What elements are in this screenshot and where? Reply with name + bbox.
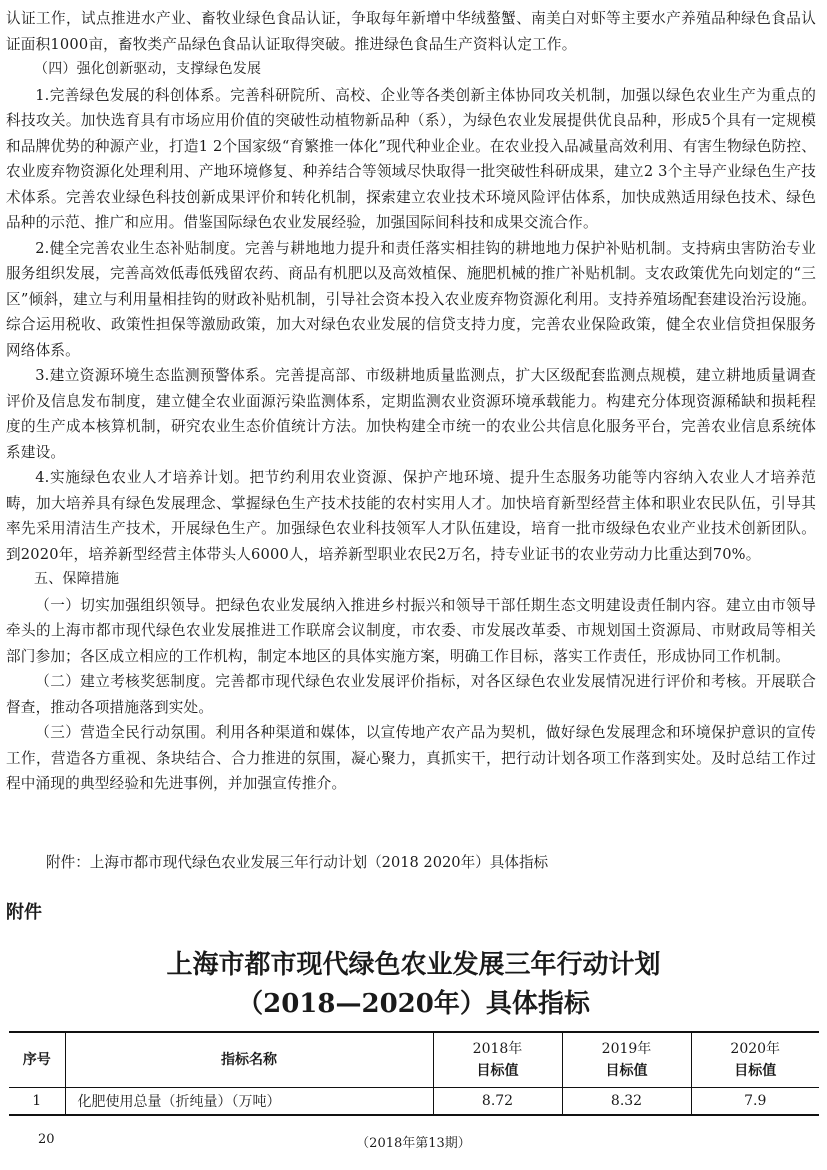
paragraph-continued: 认证工作，试点推进水产业、畜牧业绿色食品认证，争取每年新增中华绒螯蟹、南美白对虾等主要水产养殖品种绿色食品认证面积1000亩，畜牧类产品绿色食品认证取得突破。推进绿色食品生产资料认定工作。 — [6, 10, 816, 53]
section-heading-safeguards: 五、保障措施 — [34, 571, 120, 587]
issue-label: （2018年第13期） — [356, 1136, 471, 1151]
row-2019-value: 8.32 — [562, 1088, 691, 1116]
body-text — [6, 6, 816, 797]
attachment-note: 附件：上海市都市现代绿色农业发展三年行动计划（2018 2020年）具体指标 — [46, 854, 549, 871]
header-index: 序号 — [9, 1032, 65, 1088]
header-2020-target — [691, 1032, 819, 1088]
section-heading-innovation: （四）强化创新驱动，支撑绿色发展 — [34, 61, 262, 77]
table-header-row — [9, 1032, 819, 1088]
paragraph-leadership: （一）切实加强组织领导。把绿色农业发展纳入推进乡村振兴和领导干部任期生态文明建设责任制内容。建立由市领导牵头的上海市都市现代绿色农业发展推进工作联席会议制度，市农委、市发展改革委、市规划国土资源局、市财政局等相关部门参加；各区成立相应的工作机构，制定本地区的具体实施方案，明确工作目标，落实工作责任，形成协同工作机制。 — [6, 596, 816, 665]
row-2018-value: 8.72 — [433, 1088, 562, 1116]
paragraph-assessment: （二）建立考核奖惩制度。完善都市现代绿色农业发展评价指标，对各区绿色农业发展情况进行评价和考核。开展联合督查，推动各项措施落到实处。 — [6, 673, 816, 716]
paragraph-monitoring-system: 3.建立资源环境生态监测预警体系。完善提高部、市级耕地质量监测点，扩大区级配套监测点规模，建立耕地质量调查评价及信息发布制度，建立健全农业面源污染监测体系，定期监测农业资源环境承载能力。构建充分体现资源稀缺和损耗程度的生产成本核算机制，研究农业生态价值统计方法。加快构建全市统一的农业公共信息化服务平台，完善农业信息系统体系建设。 — [6, 367, 816, 461]
paragraph-subsidy-system: 2.健全完善农业生态补贴制度。完善与耕地地力提升和责任落实相挂钩的耕地地力保护补贴机制。支持病虫害防治专业服务组织发展，完善高效低毒低残留农药、商品有机肥以及高效植保、施肥机械的推广补贴机制。支农政策优先向划定的“三区”倾斜，建立与利用量相挂钩的财政补贴机制，引导社会资本投入农业废弃物资源化利用。支持养殖场配套建设治污设施。综合运用税收、政策性担保等激励政策，加大对绿色农业发展的信贷支持力度，完善农业保险政策，健全农业信贷担保服务网络体系。 — [6, 239, 816, 359]
header-2020-year: 2020年 — [730, 1041, 781, 1057]
row-indicator-name: 化肥使用总量（折纯量）（万吨） — [65, 1088, 433, 1116]
page-number: 20 — [38, 1132, 55, 1147]
row-index: 1 — [9, 1088, 65, 1116]
appendix-title-line-2: （2018—2020年）具体指标 — [237, 989, 590, 1019]
row-2020-value: 7.9 — [691, 1088, 819, 1116]
header-2019-label: 目标值 — [605, 1063, 648, 1079]
targets-table — [9, 1031, 819, 1116]
header-2020-label: 目标值 — [734, 1063, 777, 1079]
header-2018-label: 目标值 — [476, 1063, 519, 1079]
table-row — [9, 1088, 819, 1116]
paragraph-atmosphere: （三）营造全民行动氛围。利用各种渠道和媒体，以宣传地产农产品为契机，做好绿色发展理念和环境保护意识的宣传工作，营造各方重视、条块结合、合力推进的氛围，凝心聚力，真抓实干，把行动计划各项工作落到实处。及时总结工作过程中涌现的典型经验和先进事例，并加强宣传推介。 — [6, 724, 816, 792]
header-indicator-name: 指标名称 — [65, 1032, 433, 1088]
header-2018-year: 2018年 — [472, 1041, 523, 1057]
paragraph-sci-tech-system: 1.完善绿色发展的科创体系。完善科研院所、高校、企业等各类创新主体协同攻关机制，加强以绿色农业生产为重点的科技攻关。加快选育具有市场应用价值的突破性动植物新品种（系），为绿色农业发展提供优良品种，形成5个具有一定规模和品牌优势的种源产业，打造1 2个国家级“育繁推一体化”现代种业企业。在农业投入品减量高效利用、有害生物绿色防控、农业废弃物资源化处理利用、产地环境修复、种养结合等领域尽快取得一批突破性科研成果，建立2 3个主导产业绿色生产技术体系。完善农业绿色科技创新成果评价和转化机制，探索建立农业技术环境风险评估体系，加快成熟适用绿色技术、绿色品种的示范、推广和应用。借鉴国际绿色农业发展经验，加强国际间科技和成果交流合作。 — [6, 86, 816, 231]
header-2019-target — [562, 1032, 691, 1088]
paragraph-talent-plan: 4.实施绿色农业人才培养计划。把节约利用农业资源、保护产地环境、提升生态服务功能等内容纳入农业人才培养范畴，加大培养具有绿色发展理念、掌握绿色生产技术技能的农村实用人才。加快培育新型经营主体和职业农民队伍，引导其率先采用清洁生产技术，开展绿色生产。加强绿色农业科技领军人才队伍建设，培育一批市级绿色农业产业技术创新团队。到2020年，培养新型经营主体带头人6000人，培养新型职业农民2万名，持专业证书的农业劳动力比重达到70%。 — [6, 469, 816, 563]
appendix-title-line-1: 上海市都市现代绿色农业发展三年行动计划 — [166, 950, 661, 980]
appendix-label: 附件 — [6, 902, 42, 923]
header-2019-year: 2019年 — [601, 1041, 652, 1057]
header-2018-target — [433, 1032, 562, 1088]
